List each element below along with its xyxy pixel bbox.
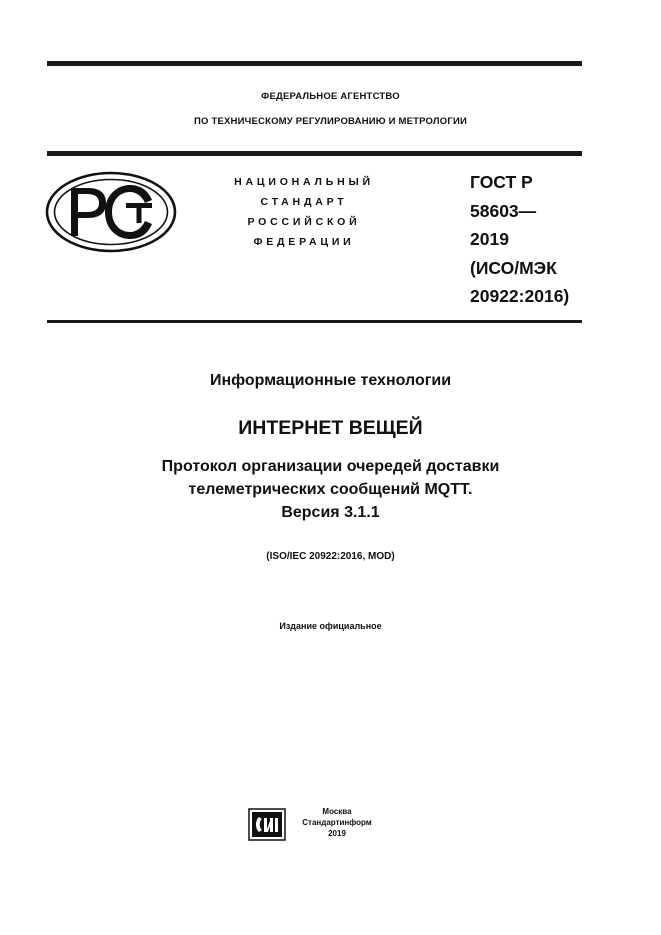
modification-note: (ISO/IEC 20922:2016, MOD) (266, 551, 395, 562)
natstd-line-4: ФЕДЕРАЦИИ (253, 236, 355, 248)
standard-designation (470, 168, 590, 311)
rst-emblem-icon (44, 170, 178, 254)
agency-line-1: ФЕДЕРАЛЬНОЕ АГЕНТСТВО (261, 91, 400, 102)
subtitle (0, 455, 661, 524)
natstd-line-3: РОССИЙСКОЙ (247, 216, 361, 228)
designation-line-4: (ИСО/МЭК (470, 257, 557, 278)
natstd-line-2: СТАНДАРТ (260, 196, 348, 208)
bottom-rule (47, 320, 582, 323)
publisher-city: Москва (322, 807, 352, 816)
national-standard-label (200, 172, 408, 252)
designation-line-5: 20922:2016) (470, 286, 570, 306)
middle-rule (47, 151, 582, 156)
designation-line-1: ГОСТ Р (470, 172, 533, 192)
standartinform-logo-icon (248, 808, 286, 841)
subject-heading: Информационные технологии (209, 372, 452, 389)
publisher-block (290, 806, 384, 839)
edition-note: Издание официальное (279, 621, 382, 631)
designation-line-3: 2019 (470, 229, 509, 249)
natstd-line-1: НАЦИОНАЛЬНЫЙ (234, 176, 374, 188)
top-rule (47, 61, 582, 66)
designation-line-2: 58603— (470, 200, 537, 221)
main-title: ИНТЕРНЕТ ВЕЩЕЙ (238, 417, 423, 439)
subtitle-line-3: Версия 3.1.1 (281, 504, 380, 521)
publisher-name: Стандартинформ (302, 818, 372, 827)
subtitle-line-2: телеметрических сообщений MQTT. (188, 481, 473, 498)
agency-line-2: ПО ТЕХНИЧЕСКОМУ РЕГУЛИРОВАНИЮ И МЕТРОЛОГИИ (194, 116, 467, 127)
subtitle-line-1: Протокол организации очередей доставки (161, 458, 500, 475)
publisher-year: 2019 (328, 829, 346, 838)
